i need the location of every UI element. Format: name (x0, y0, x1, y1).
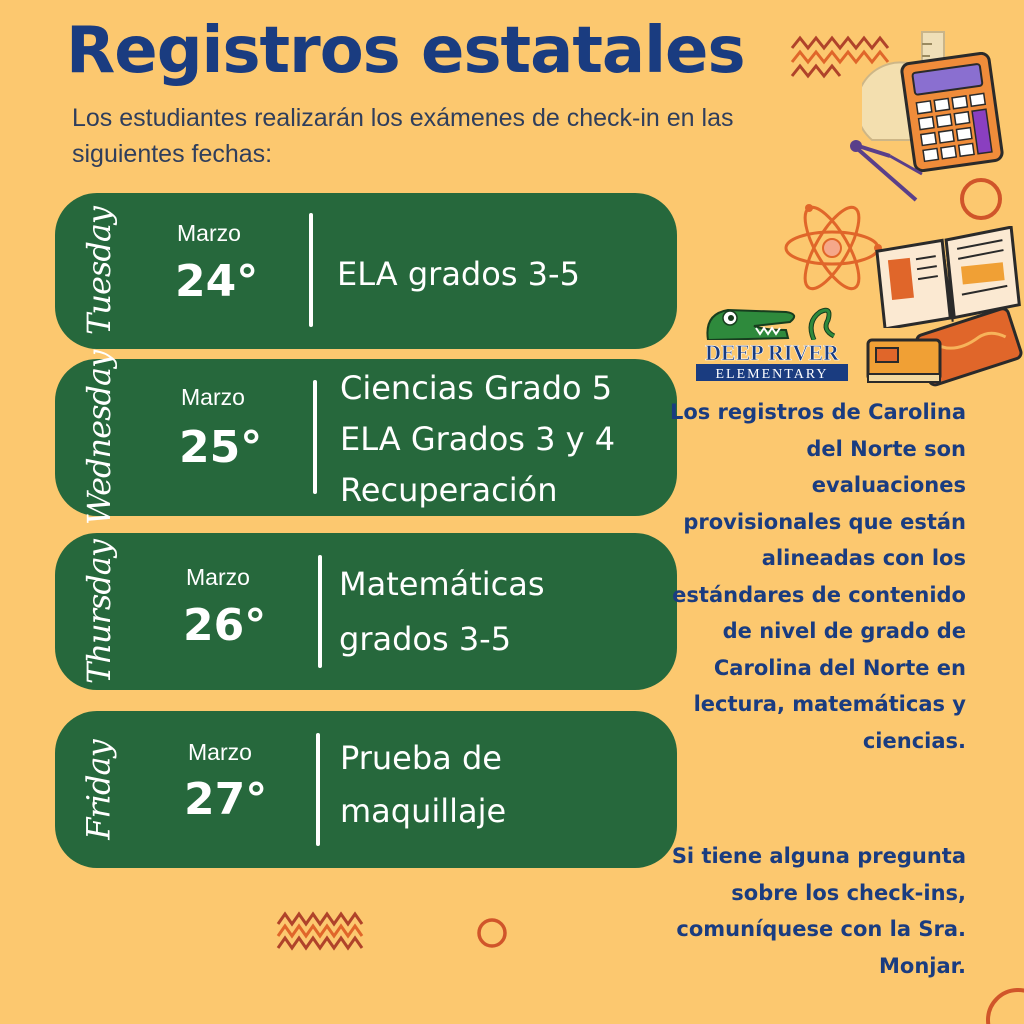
schedule-card-friday (55, 711, 677, 868)
info-paragraph: Los registros de Carolina del Norte son evaluaciones provisionales que están alineadas con los estándares de contenido de nivel de grado de Carolina del Norte en lectura, matemáticas y ciencias. (669, 400, 966, 753)
logo-line2: ELEMENTARY (715, 367, 829, 382)
subject-line: Recuperación (340, 471, 558, 509)
weekday-label: Wednesday (80, 350, 118, 525)
page-title: Registros estatales (66, 14, 745, 88)
subject-line: ELA Grados 3 y 4 (340, 420, 616, 458)
atom-icon (778, 196, 886, 300)
contact-paragraph: Si tiene alguna pregunta sobre los check-ins, comuníquese con la Sra. Monjar. (671, 844, 966, 978)
month-label: Marzo (177, 220, 241, 246)
month-label: Marzo (186, 564, 250, 590)
logo-line1: DEEP RIVER (705, 340, 839, 365)
weekday-label: Friday (80, 739, 118, 840)
schedule-card-wednesday (55, 350, 677, 525)
month-label: Marzo (188, 739, 252, 765)
subject-line: ELA grados 3-5 (337, 255, 580, 293)
day-number: 24° (175, 256, 259, 307)
card-divider (309, 213, 313, 327)
day-number: 25° (179, 422, 263, 473)
weekday-label: Thursday (80, 539, 119, 684)
weekday-label: Tuesday (80, 207, 119, 335)
schedule-card-tuesday (55, 193, 677, 349)
subject-line: grados 3-5 (339, 620, 512, 658)
circle-icon (474, 915, 510, 951)
subject-line: Matemáticas (339, 565, 545, 603)
page-subtitle: Los estudiantes realizarán los exámenes de check-in en las siguientes fechas: (72, 104, 734, 168)
day-number: 27° (184, 774, 268, 825)
card-divider (313, 380, 317, 494)
zigzag-icon (276, 910, 364, 952)
subject-line: maquillaje (340, 792, 507, 830)
card-divider (316, 733, 320, 846)
day-number: 26° (183, 600, 267, 651)
circle-icon (978, 980, 1024, 1024)
month-label: Marzo (181, 384, 245, 410)
circle-icon (958, 176, 1004, 222)
open-book-icon (872, 226, 1024, 328)
gator-logo (694, 300, 850, 382)
subject-line: Ciencias Grado 5 (340, 369, 613, 407)
schedule-card-thursday (55, 533, 677, 690)
subject-line: Prueba de (340, 739, 502, 777)
card-divider (318, 555, 322, 668)
